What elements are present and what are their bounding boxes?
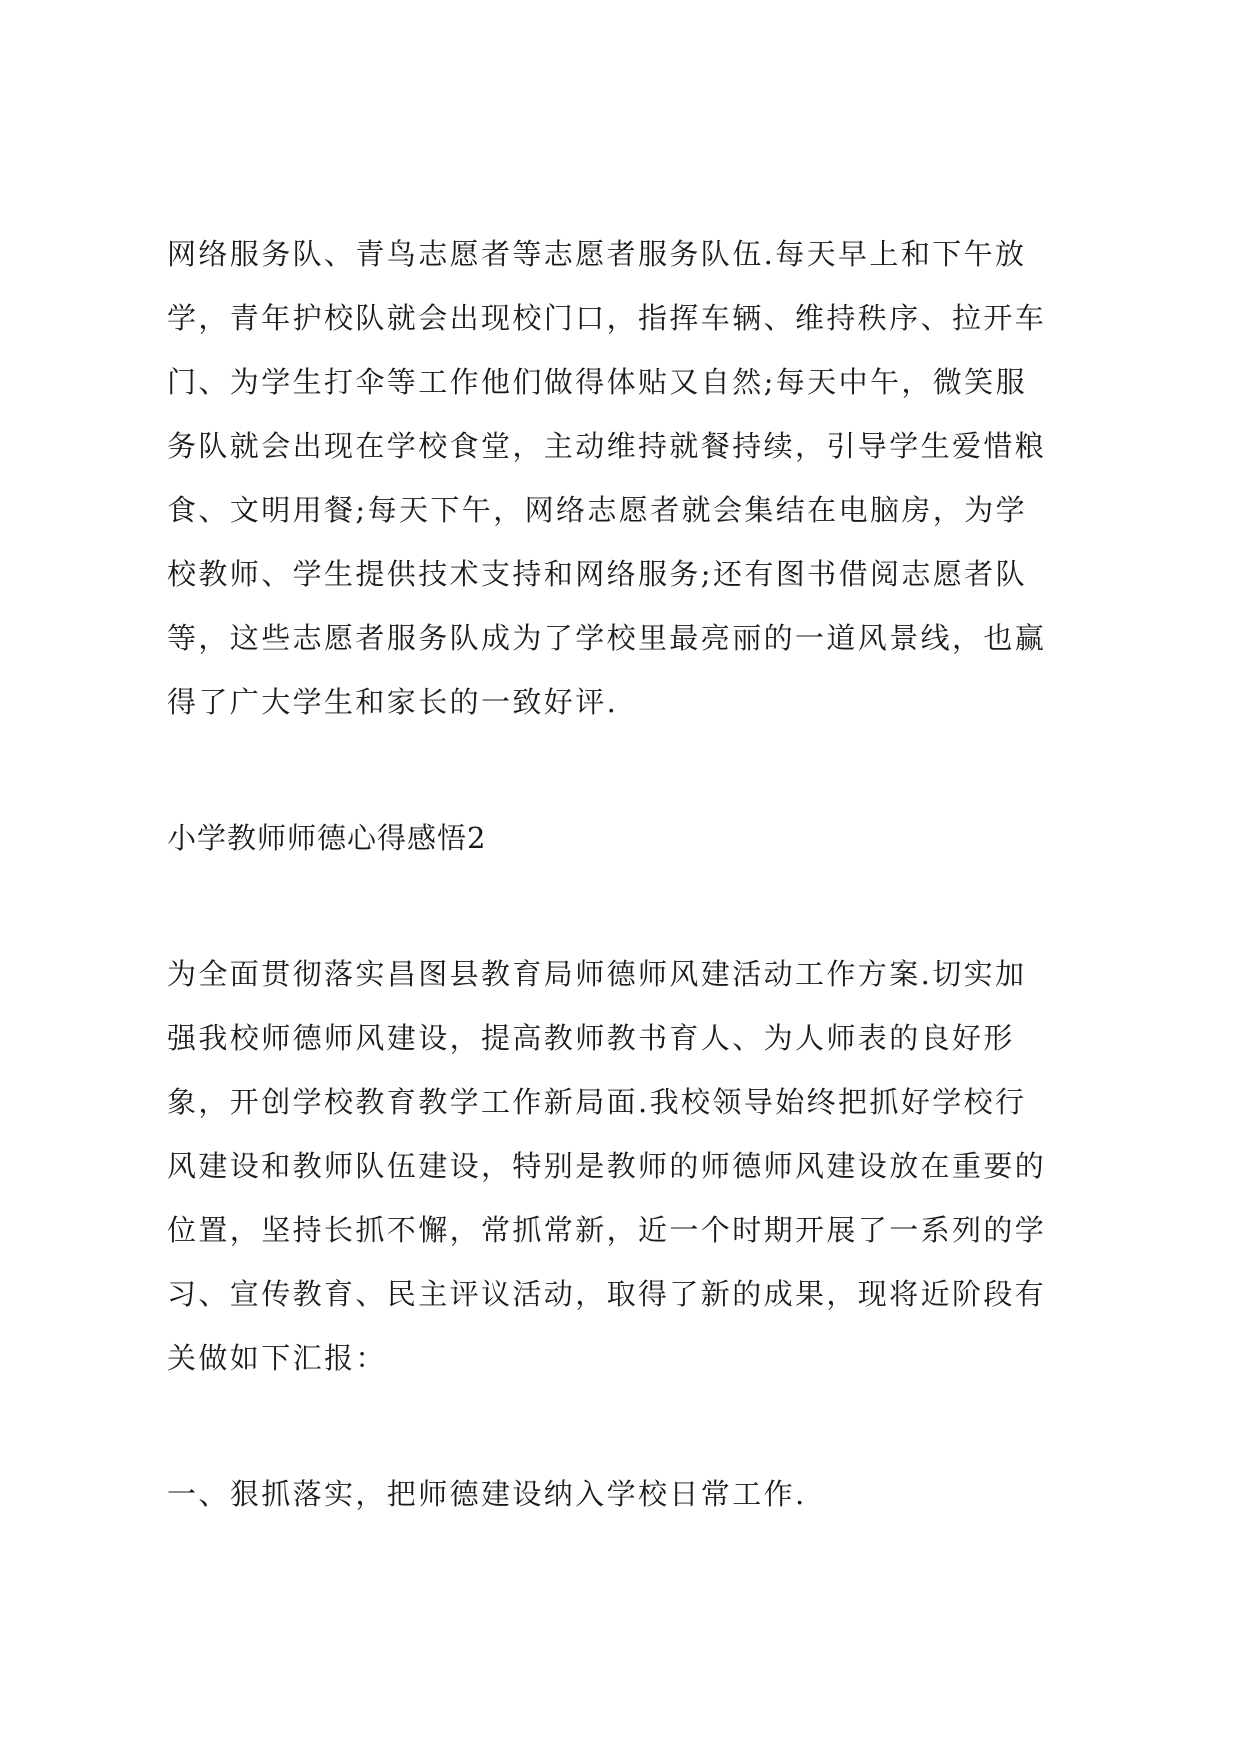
spacer — [167, 734, 1097, 806]
spacer — [167, 1390, 1097, 1462]
article-heading: 小学教师师德心得感悟2 — [167, 821, 487, 855]
paragraph-line: 象，开创学校教育教学工作新局面.我校领导始终把抓好学校行 — [167, 1085, 1027, 1119]
spacer — [167, 870, 1097, 942]
paragraph-line: 门、为学生打伞等工作他们做得体贴又自然;每天中午，微笑服 — [167, 365, 1027, 399]
document-content — [167, 222, 1097, 1526]
paragraph-line: 关做如下汇报： — [167, 1341, 387, 1375]
paragraph-line: 风建设和教师队伍建设，特别是教师的师德师风建设放在重要的 — [167, 1149, 1047, 1183]
paragraph-line: 等，这些志愿者服务队成为了学校里最亮丽的一道风景线，也赢 — [167, 621, 1047, 655]
paragraph-line: 校教师、学生提供技术支持和网络服务;还有图书借阅志愿者队 — [167, 557, 1027, 591]
paragraph-line: 务队就会出现在学校食堂，主动维持就餐持续，引导学生爱惜粮 — [167, 429, 1047, 463]
paragraph-line: 得了广大学生和家长的一致好评. — [167, 685, 619, 719]
paragraph-line: 习、宣传教育、民主评议活动，取得了新的成果，现将近阶段有 — [167, 1277, 1047, 1311]
paragraph-line: 为全面贯彻落实昌图县教育局师德师风建活动工作方案.切实加 — [167, 957, 1027, 991]
section-heading: 一、狠抓落实，把师德建设纳入学校日常工作. — [167, 1477, 807, 1511]
paragraph-line: 强我校师德师风建设，提高教师教书育人、为人师表的良好形 — [167, 1021, 1015, 1055]
paragraph-report-intro — [167, 942, 1097, 1390]
paragraph-line: 网络服务队、青鸟志愿者等志愿者服务队伍.每天早上和下午放 — [167, 237, 1027, 271]
paragraph-line: 学，青年护校队就会出现校门口，指挥车辆、维持秩序、拉开车 — [167, 301, 1047, 335]
paragraph-line: 食、文明用餐;每天下午，网络志愿者就会集结在电脑房，为学 — [167, 493, 1027, 527]
paragraph-line: 位置，坚持长抓不懈，常抓常新，近一个时期开展了一系列的学 — [167, 1213, 1047, 1247]
paragraph-volunteer-teams — [167, 222, 1097, 734]
